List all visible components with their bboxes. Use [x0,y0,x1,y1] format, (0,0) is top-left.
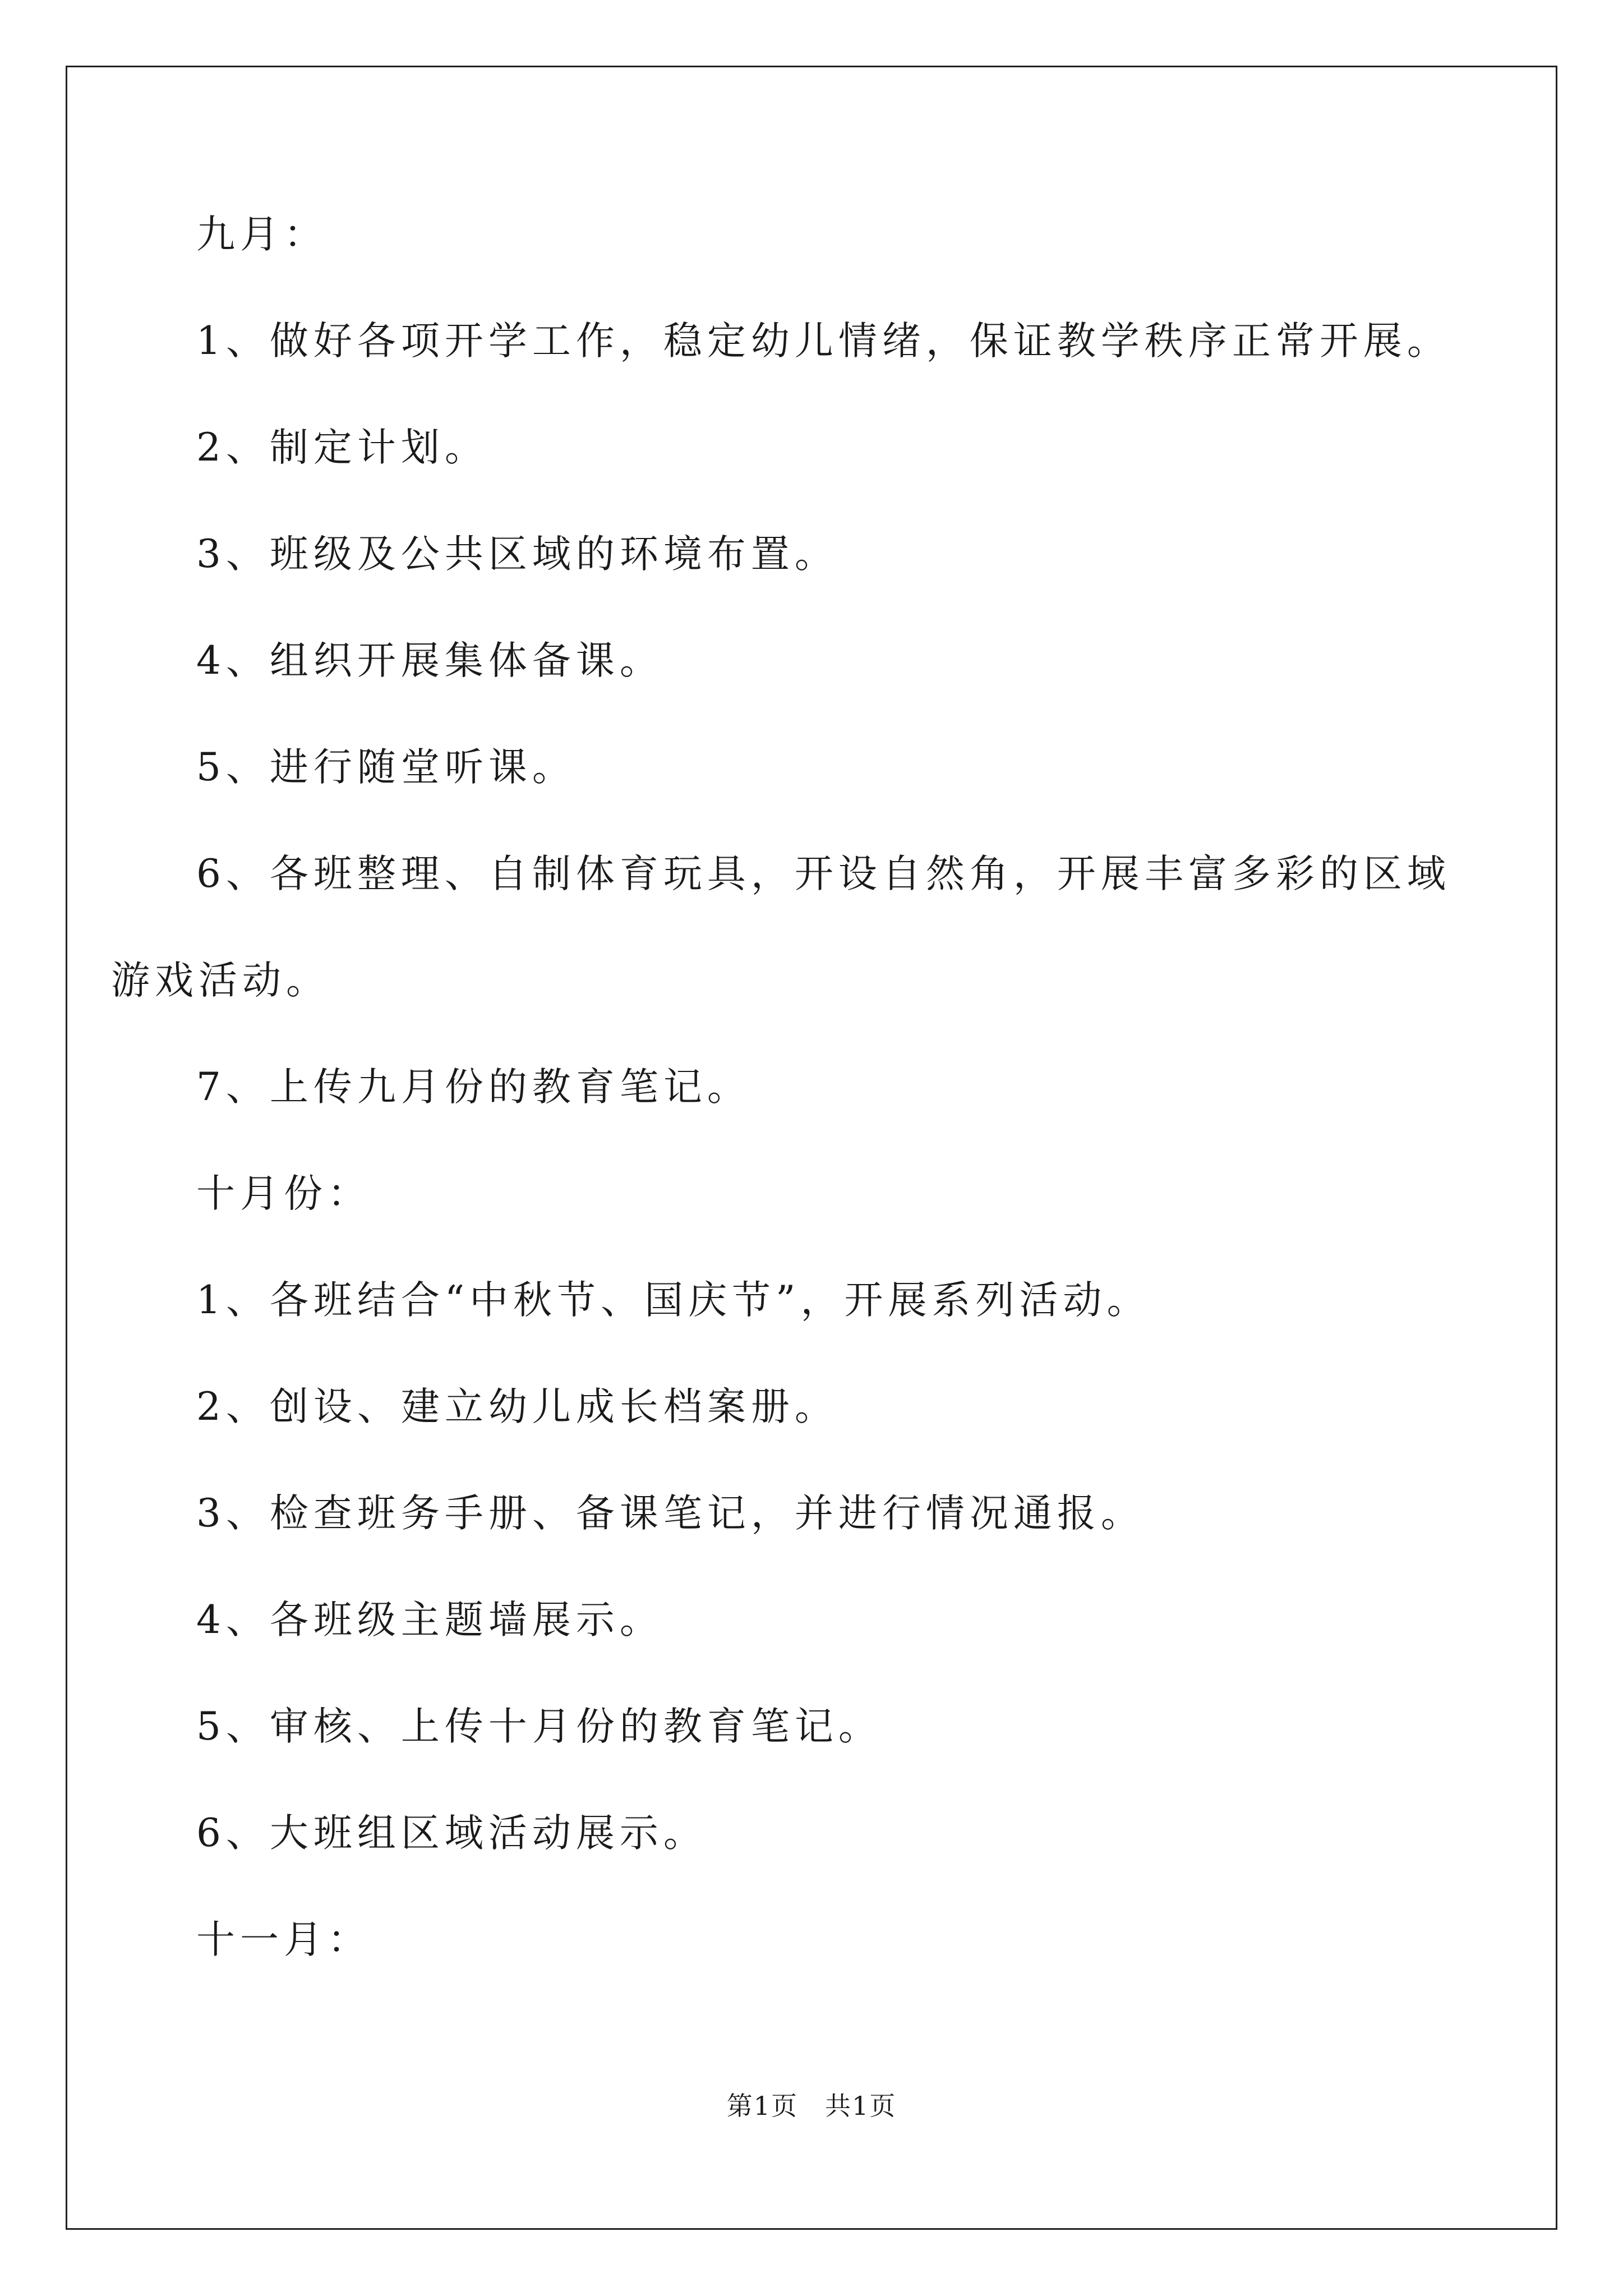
list-item: 3、班级及公共区域的环境布置。 [196,532,838,577]
list-item: 2、制定计划。 [196,425,488,470]
section-heading-october: 十月份： [196,1171,371,1216]
page-footer: 第1页 共1页 [726,2091,897,2121]
list-item: 4、各班级主题墙展示。 [196,1598,663,1642]
list-item: 1、做好各项开学工作，稳定幼儿情绪，保证教学秩序正常开展。 [196,319,1451,364]
list-item: 6、大班组区域活动展示。 [196,1811,707,1856]
list-item: 6、各班整理、自制体育玩具，开设自然角，开展丰富多彩的区域 [196,852,1451,896]
document-body [111,208,1486,2019]
section-heading-september: 九月： [196,212,328,257]
list-item: 1、各班结合“中秋节、国庆节”，开展系列活动。 [196,1278,1151,1323]
list-item-continuation: 游戏活动。 [111,958,330,1003]
section-heading-november: 十一月： [196,1917,371,1962]
list-item: 7、上传九月份的教育笔记。 [196,1065,751,1110]
list-item: 5、进行随堂听课。 [196,745,576,790]
list-item: 3、检查班务手册、备课笔记，并进行情况通报。 [196,1491,1145,1536]
list-item: 5、审核、上传十月份的教育笔记。 [196,1704,882,1749]
list-item: 2、创设、建立幼儿成长档案册。 [196,1384,838,1429]
list-item: 4、组织开展集体备课。 [196,638,663,683]
